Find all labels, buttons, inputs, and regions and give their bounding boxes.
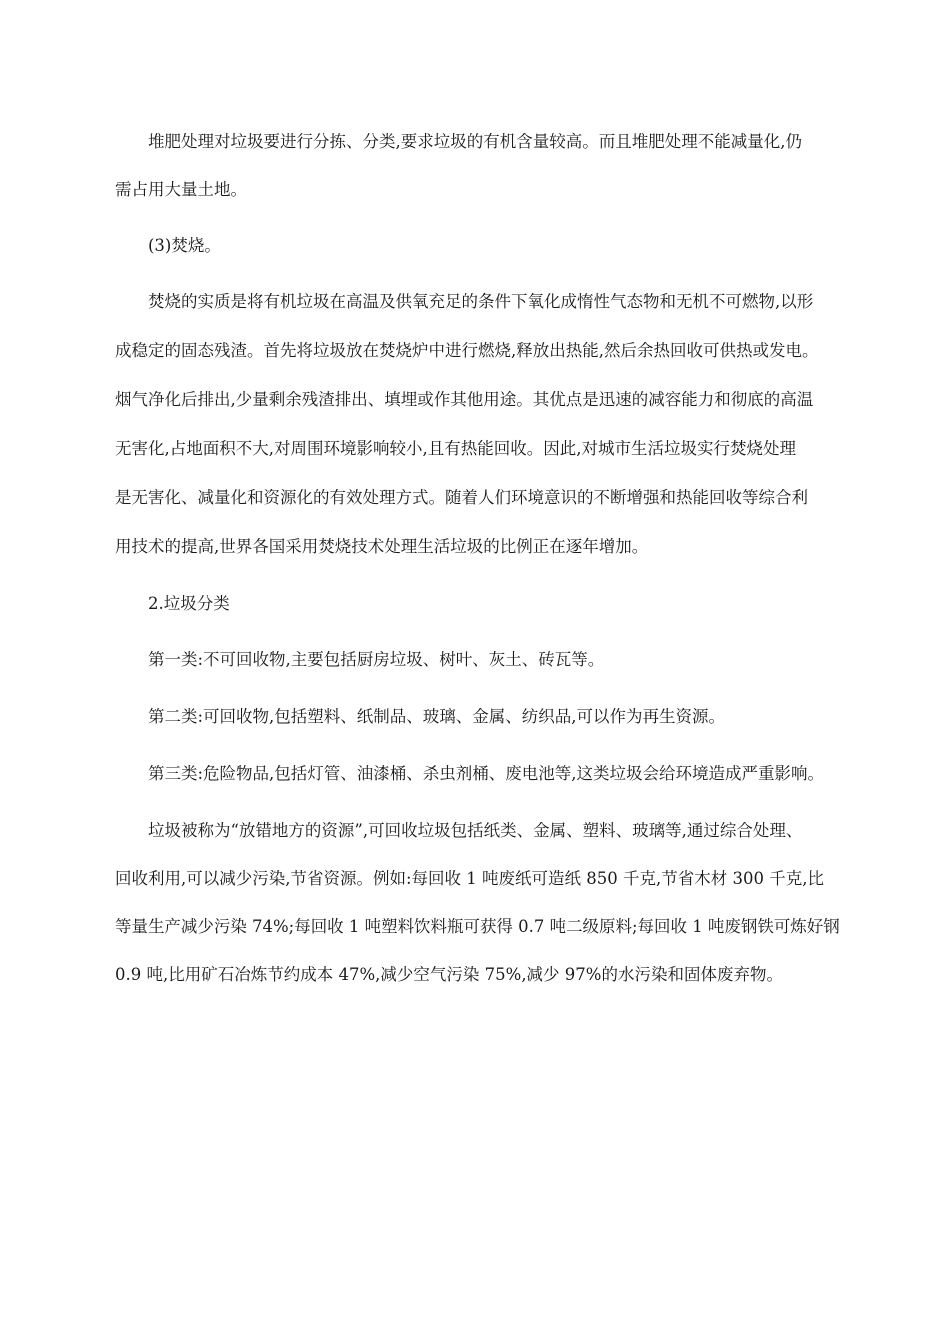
para-incineration-line-4: 无害化,占地面积不大,对周围环境影响较小,且有热能回收。因此,对城市生活垃圾实行焚烧处理 bbox=[115, 439, 796, 458]
para-composting-line-2: 需占用大量土地。 bbox=[115, 180, 247, 199]
para-incineration-line-1: 焚烧的实质是将有机垃圾在高温及供氧充足的条件下氧化成惰性气态物和无机不可燃物,以形 bbox=[148, 292, 814, 311]
heading-incineration: (3)焚烧。 bbox=[148, 236, 221, 255]
category-1: 第一类:不可回收物,主要包括厨房垃圾、树叶、灰土、砖瓦等。 bbox=[148, 650, 605, 669]
para-incineration-line-6: 用技术的提高,世界各国采用焚烧技术处理生活垃圾的比例正在逐年增加。 bbox=[115, 537, 649, 556]
para-incineration-line-3: 烟气净化后排出,少量剩余残渣排出、填埋或作其他用途。其优点是迅速的减容能力和彻底的高温 bbox=[115, 390, 814, 409]
category-3: 第三类:危险物品,包括灯管、油漆桶、杀虫剂桶、废电池等,这类垃圾会给环境造成严重影响。 bbox=[148, 764, 825, 783]
para-resources-line-4: 0.9 吨,比用矿石冶炼节约成本 47%,减少空气污染 75%,减少 97%的水污染和固体废弃物。 bbox=[115, 965, 783, 984]
category-2: 第二类:可回收物,包括塑料、纸制品、玻璃、金属、纺织品,可以作为再生资源。 bbox=[148, 707, 726, 726]
para-incineration-line-5: 是无害化、减量化和资源化的有效处理方式。随着人们环境意识的不断增强和热能回收等综合利 bbox=[115, 488, 808, 507]
para-resources-line-1: 垃圾被称为“放错地方的资源”,可回收垃圾包括纸类、金属、塑料、玻璃等,通过综合处理、 bbox=[148, 821, 803, 840]
heading-classification: 2.垃圾分类 bbox=[148, 594, 230, 613]
para-composting-line-1: 堆肥处理对垃圾要进行分拣、分类,要求垃圾的有机含量较高。而且堆肥处理不能减量化,仍 bbox=[148, 132, 802, 151]
para-resources-line-3: 等量生产减少污染 74%;每回收 1 吨塑料饮料瓶可获得 0.7 吨二级原料;每回收 1 吨废钢铁可炼好钢 bbox=[115, 917, 840, 936]
para-resources-line-2: 回收利用,可以减少污染,节省资源。例如:每回收 1 吨废纸可造纸 850 千克,节省木材 300 千克,比 bbox=[115, 869, 824, 888]
para-incineration-line-2: 成稳定的固态残渣。首先将垃圾放在焚烧炉中进行燃烧,释放出热能,然后余热回收可供热或发电。 bbox=[115, 341, 819, 360]
